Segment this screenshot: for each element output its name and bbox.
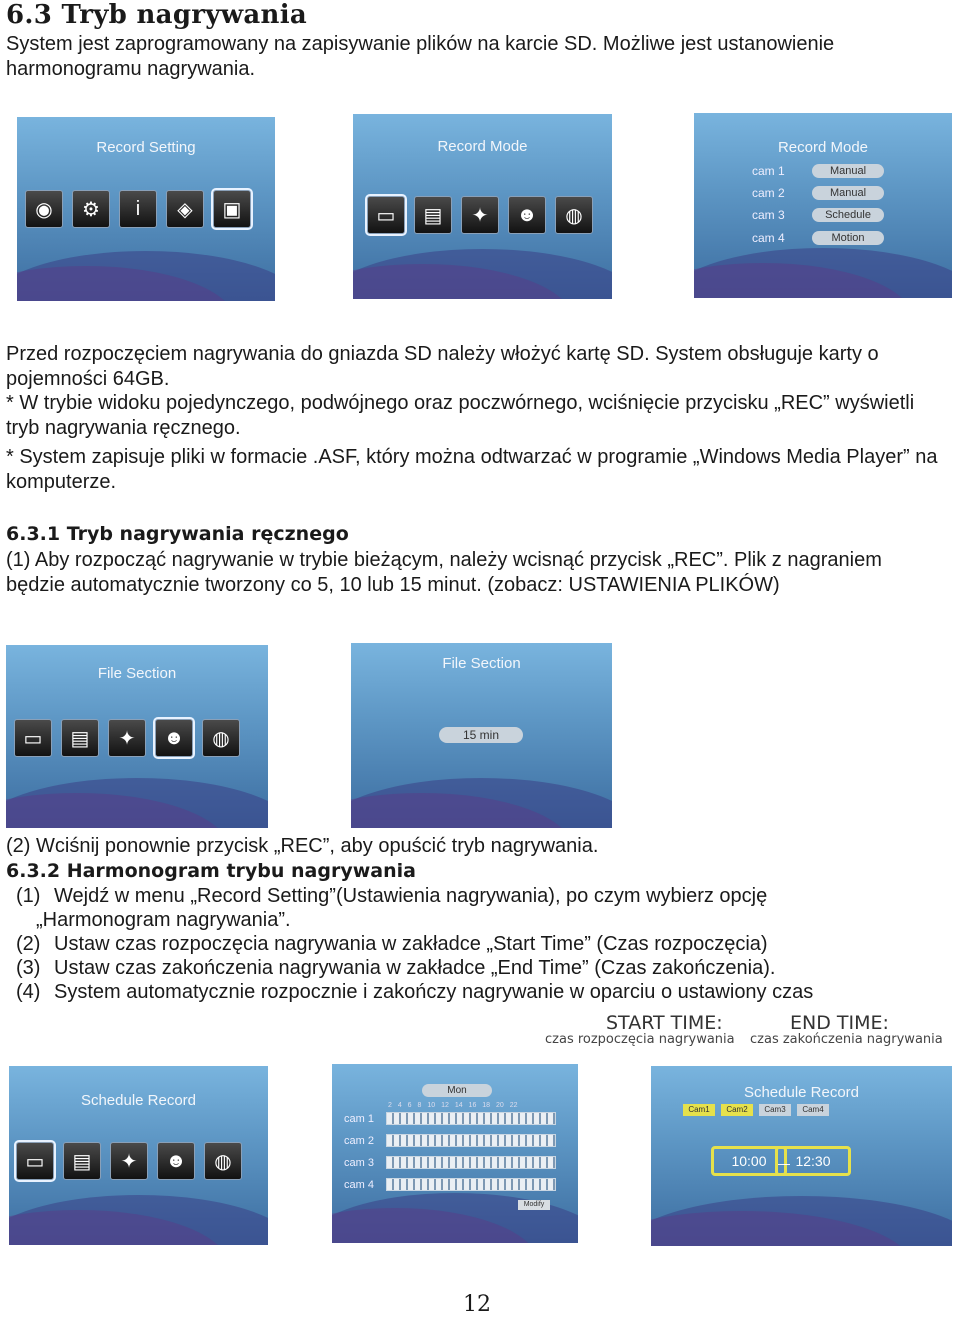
file-section-icon[interactable]: ▤ xyxy=(63,1142,101,1180)
step: (3) Ustaw czas zakończenia nagrywania w zakładce „End Time” (Czas zakończenia). xyxy=(16,957,776,979)
modify-button[interactable]: Modify xyxy=(518,1200,550,1210)
schedule-row[interactable]: cam 3 xyxy=(344,1156,556,1169)
schedule-grid-screen xyxy=(332,1064,578,1243)
file-length-select[interactable]: 15 min xyxy=(439,727,523,743)
screen-title: Schedule Record xyxy=(743,1084,860,1101)
start-time-label: START TIME: xyxy=(606,1012,723,1034)
file-section-value-screen xyxy=(351,643,612,828)
schedule-time-screen xyxy=(651,1066,952,1246)
step: (1) Wejdź w menu „Record Setting”(Ustawienia nagrywania), po czym wybierz opcję xyxy=(16,885,768,907)
intro-text: System jest zaprogramowany na zapisywanie plików na karcie SD. Możliwe jest ustanowienie harmonogramu nagrywania. xyxy=(6,33,835,80)
screen-title: Record Mode xyxy=(437,138,528,155)
time-separator: — xyxy=(776,1155,790,1171)
motion-icon[interactable]: ✦ xyxy=(461,196,499,234)
manual-step-2: (2) Wciśnij ponownie przycisk „REC”, aby opuścić tryb nagrywania. xyxy=(6,835,599,857)
schedule-row[interactable]: cam 1 xyxy=(344,1112,556,1125)
hour-scale: 2 4 6 8 10 12 14 16 18 20 22 xyxy=(388,1102,518,1109)
step: (4) System automatycznie rozpocznie i zakończy nagrywanie w oparciu o ustawiony czas xyxy=(16,981,814,1003)
schedule-icon[interactable]: ☻ xyxy=(157,1142,195,1180)
schedule-icon[interactable]: ☻ xyxy=(508,196,546,234)
schedule-record-screen xyxy=(9,1066,268,1245)
screen-title: Schedule Record xyxy=(80,1092,197,1109)
start-time-field[interactable]: 10:00 xyxy=(711,1146,787,1176)
section-heading: 6.3 Tryb nagrywania xyxy=(6,0,308,30)
record-mode-list-screen xyxy=(694,113,952,298)
screen-title: File Section xyxy=(97,665,177,682)
mode-row[interactable]: cam 4 Motion xyxy=(752,231,884,245)
screen-title: File Section xyxy=(442,655,521,672)
cam4-button[interactable]: Cam4 xyxy=(797,1104,829,1116)
overwrite-icon[interactable]: ◍ xyxy=(204,1142,242,1180)
schedule-row[interactable]: cam 2 xyxy=(344,1134,556,1147)
mode-row[interactable]: cam 3 Schedule xyxy=(752,208,884,222)
cam3-button[interactable]: Cam3 xyxy=(759,1104,791,1116)
network-icon[interactable]: ◈ xyxy=(166,190,204,228)
page-number: 12 xyxy=(463,1292,491,1317)
file-section-screen xyxy=(6,645,268,828)
day-select[interactable]: Mon xyxy=(422,1084,492,1097)
record-icon[interactable]: ▣ xyxy=(213,190,251,228)
step: (2) Ustaw czas rozpoczęcia nagrywania w zakładce „Start Time” (Czas rozpoczęcia) xyxy=(16,933,768,955)
schedule-icon[interactable]: ☻ xyxy=(155,719,193,757)
note-rec: * W trybie widoku pojedynczego, podwójnego oraz poczwórnego, wciśnięcie przycisku „REC” wyświetli tryb nagrywania ręcznego. xyxy=(6,392,915,439)
record-mode-icon[interactable]: ▭ xyxy=(16,1142,54,1180)
record-mode-icon[interactable]: ▭ xyxy=(367,196,405,234)
motion-icon[interactable]: ✦ xyxy=(110,1142,148,1180)
screen-title: Record Mode xyxy=(777,139,869,156)
overwrite-icon[interactable]: ◍ xyxy=(202,719,240,757)
end-time-label: END TIME: xyxy=(790,1012,889,1034)
end-time-field[interactable]: 12:30 xyxy=(775,1146,851,1176)
file-section-icon[interactable]: ▤ xyxy=(414,196,452,234)
cam2-button[interactable]: Cam2 xyxy=(721,1104,753,1116)
camera-icon[interactable]: ◉ xyxy=(25,190,63,228)
mode-row[interactable]: cam 1 Manual xyxy=(752,164,884,178)
screen-title: Record Setting xyxy=(96,139,196,156)
file-section-icon[interactable]: ▤ xyxy=(61,719,99,757)
info-icon[interactable]: i xyxy=(119,190,157,228)
mode-row[interactable]: cam 2 Manual xyxy=(752,186,884,200)
step-continuation: „Harmonogram nagrywania”. xyxy=(36,909,291,931)
record-setting-screen xyxy=(17,117,275,301)
note-asf: * System zapisuje pliki w formacie .ASF, który można odtwarzać w programie „Windows Media Player” na komputerze. xyxy=(6,446,938,493)
record-mode-icon[interactable]: ▭ xyxy=(14,719,52,757)
subsection-manual: 6.3.1 Tryb nagrywania ręcznego xyxy=(6,523,349,545)
schedule-row[interactable]: cam 4 xyxy=(344,1178,556,1191)
overwrite-icon[interactable]: ◍ xyxy=(555,196,593,234)
gear-icon[interactable]: ⚙ xyxy=(72,190,110,228)
schedule-steps xyxy=(16,884,946,1004)
start-time-sub: czas rozpoczęcia nagrywania xyxy=(545,1032,735,1047)
sd-card-text: Przed rozpoczęciem nagrywania do gniazda SD należy włożyć kartę SD. System obsługuje karty o pojemności 64GB. xyxy=(6,343,879,390)
record-mode-screen xyxy=(353,114,612,299)
subsection-schedule: 6.3.2 Harmonogram trybu nagrywania xyxy=(6,860,416,882)
cam1-button[interactable]: Cam1 xyxy=(683,1104,715,1116)
manual-text: (1) Aby rozpocząć nagrywanie w trybie bieżącym, należy wcisnąć przycisk „REC”. Plik z nagraniem będzie automatycznie tworzony co 5, 10 lub 15 minut. (zobacz: USTAWIENIA PLIKÓW) xyxy=(6,549,882,596)
motion-icon[interactable]: ✦ xyxy=(108,719,146,757)
end-time-sub: czas zakończenia nagrywania xyxy=(750,1032,943,1047)
